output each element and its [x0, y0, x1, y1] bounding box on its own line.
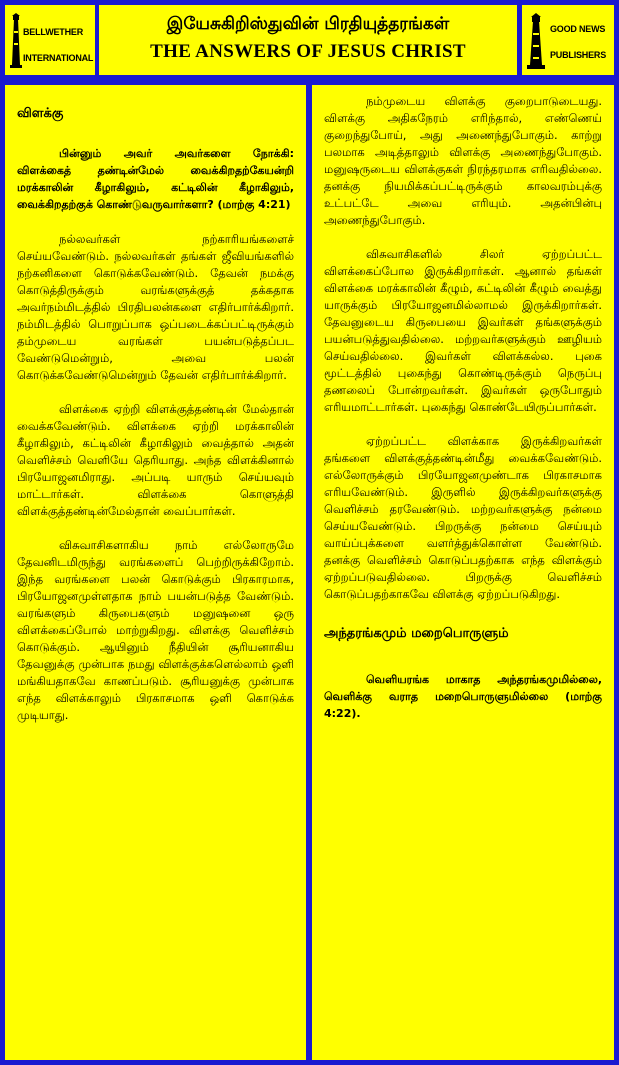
paragraph: நம்முடைய விளக்கு குறைபாடுடையது. விளக்கு அதிகநேரம் எரிந்தால், எண்ணெய் குறைந்துபோய், அது அணைந்துபோகும். காற்று பலமாக அடித்தாலும் விளக்கு அணைந்துபோகும். மனுஷருடைய விளக்குகள் நிரந்தரமாக எரிவதில்லை. தனக்கு நியமிக்கப்பட்டிருக்கும் காலவரம்புக்கு உட்பட்டே அவை எரியும். அதன்பின்பு அணைந்துபோகும்.	[324, 94, 602, 227]
paragraph: விளக்கை ஏற்றி விளக்குத்தண்டின் மேல்தான் வைக்கவேண்டும். விளக்கை ஏற்றி மரக்காலின் கீழாகிலும், கட்டிலின் கீழாகிலும் வைத்தால் அதன் வெளிச்சம் வெளியே தெரியாது. அந்த விளக்கினால் பிரயோஜனமிராது. அப்படி யாரும் செய்யவும் மாட்டார்கள். விளக்கை கொளுத்தி விளக்குத்தண்டின்மேல்தான் வைப்பார்கள்.	[17, 402, 294, 518]
logo-left-line2: INTERNATIONAL	[23, 53, 94, 63]
section-heading: விளக்கு	[17, 106, 64, 121]
left-column	[5, 85, 306, 1060]
paragraph: நல்லவர்கள் நற்காரியங்களைச் செய்யவேண்டும். நல்லவர்கள் தங்கள் ஜீவியங்களில் நற்கனிகளை கொடுக்கவேண்டும். தேவன் நமக்கு கொடுத்திருக்கும் வரங்களுக்குத் தக்கதாக அவர்நம்மிடத்தில் பிரதிபலன்களை எதிர்பார்க்கிறார். நம்மிடத்தில் பொறுப்பாக ஒப்படைக்கப்பட்டிருக்கும் தம்முடைய வரங்கள் பயன்படுத்தப்பட வேண்டுமென்றும், அவை பலன் கொடுக்கவேண்டுமென்றும் தேவன் எதிர்பார்க்கிறார்.	[17, 232, 294, 382]
logo-right-line2: PUBLISHERS	[550, 50, 607, 60]
logo-left-line1: BELLWETHER	[23, 27, 83, 37]
bellwether-logo	[5, 5, 95, 75]
paragraph: விசுவாசிகளில் சிலர் ஏற்றப்பட்ட விளக்கைப்போல இருக்கிறார்கள். ஆனால் தங்கள் விளக்கை மரக்காலின் கீழும், கட்டிலின் கீழும் வைத்து யாருக்கும் பிரயோஜனமில்லாமல் இருக்கிறார்கள். தேவனுடைய கிருபையை இவர்கள் தங்களுக்கும் பயன்படுத்துவதில்லை. மற்றவர்களுக்கும் ஊழியம் செய்வதில்லை. இவர்கள் விளக்கல்ல. புகை மூட்டத்தில் புகைந்து கொண்டிருக்கும் நெருப்பு தணலைப் போன்றவர்கள். இவர்கள் ஒருபோதும் எரியமாட்டார்கள். புகைந்து கொண்டேயிருப்பார்கள்.	[324, 247, 602, 414]
page-title-tamil: இயேசுகிறிஸ்துவின் பிரதியுத்தரங்கள்	[166, 14, 450, 34]
scripture-verse: பின்னும் அவர் அவர்களை நோக்கி: விளக்கைத் தண்டின்மேல் வைக்கிறதற்கேயன்றி மரக்காலின் கீழாகிலும், கட்டிலின் கீழாகிலும், வைக்கிறதற்குக் கொண்டுவருவார்களா? (மாற்கு 4:21)	[17, 147, 294, 211]
scripture-verse: வெளியரங்க மாகாத அந்தரங்கமுமில்லை, வெளிக்கு வராத மறைபொருளுமில்லை (மாற்கு 4:22).	[324, 673, 602, 720]
lighthouse-icon	[526, 13, 546, 71]
section-heading: அந்தரங்கமும் மறைபொருளும்	[324, 626, 509, 641]
paragraph: விசுவாசிகளாகிய நாம் எல்லோருமே தேவனிடமிருந்து வரங்களைப் பெற்றிருக்கிறோம். இந்த வரங்களை பலன் கொடுக்கும் பிரகாரமாக, பிரயோஜனமுள்ளதாக நாம் பயன்படுத்த வேண்டும். வரங்களும் கிருபைகளும் மனுஷனை ஒரு விளக்கைப்போல் மாற்றுகிறது. விளக்கு வெளிச்சம் கொடுக்கும். ஆயினும் நீதியின் சூரியனாகிய தேவனுக்கு முன்பாக நமது விளக்குக்களெல்லாம் ஒளி மங்கியதாகவே காணப்படும். சூரியனுக்கு முன்பாக எந்த விளக்காலும் பிரகாசமாக ஒளி கொடுக்க முடியாது.	[17, 538, 294, 722]
paragraph: ஏற்றப்பட்ட விளக்காக இருக்கிறவர்கள் தங்களை விளக்குத்தண்டின்மீது வைக்கவேண்டும். எல்லோருக்கும் பிரயோஜனமுண்டாக பிரகாசமாக எரியவேண்டும். இருளில் இருக்கிறவர்களுக்கு வெளிச்சம் தரவேண்டும். மற்றவர்களுக்கு நன்மை செய்யவேண்டும். பிறருக்கு நன்மை செய்யும் வாய்ப்புக்களை வளர்த்துக்கொள்ள வேண்டும். தனக்கு வெளிச்சம் கொடுப்பதற்காக எந்த விளக்கும் ஏற்றப்படுவதில்லை. பிறருக்கு வெளிச்சம் கொடுப்பதற்காகவே விளக்கு ஏற்றப்படுகிறது.	[324, 434, 602, 601]
lighthouse-icon	[9, 13, 23, 69]
right-column	[312, 85, 614, 1060]
page-header	[99, 5, 517, 75]
good-news-logo	[522, 5, 614, 75]
page-title-english: THE ANSWERS OF JESUS CHRIST	[150, 41, 466, 62]
logo-right-line1: GOOD NEWS	[550, 24, 606, 34]
